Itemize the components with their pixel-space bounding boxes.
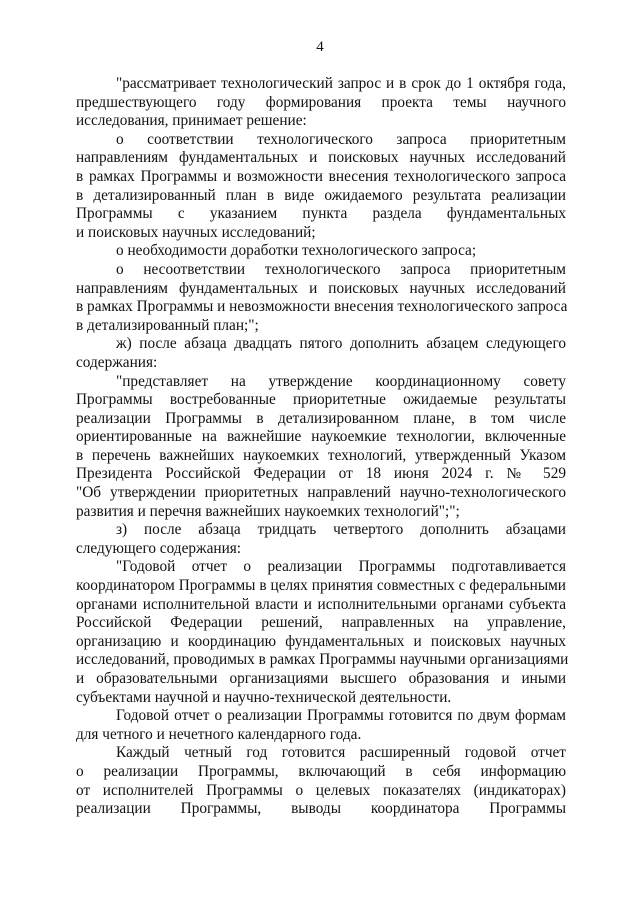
text-line: следующего содержания: bbox=[76, 539, 242, 557]
text-line: направлениям фундаментальных и поисковых научных исследований bbox=[76, 149, 566, 167]
text-line: Программы востребованные приоритетные ожидаемые результаты bbox=[76, 391, 566, 409]
text-line: содержания: bbox=[76, 353, 158, 371]
text-line: о несоответствии технологического запроса приоритетным bbox=[116, 260, 566, 278]
text-line: в рамках Программы и невозможности внесения технологического запроса bbox=[76, 298, 568, 316]
page-number: 4 bbox=[316, 39, 324, 55]
text-line: реализации Программы, выводы координатора Программы bbox=[76, 800, 566, 818]
text-line: о реализации Программы, включающий в себя информацию bbox=[76, 762, 566, 780]
text-line: для четного и нечетного календарного года. bbox=[76, 725, 362, 743]
text-line: развития и перечня важнейших наукоемких технологий";"; bbox=[76, 502, 460, 520]
paragraph bbox=[76, 707, 566, 744]
text-line: "Годовой отчет о реализации Программы подготавливается bbox=[116, 558, 566, 576]
text-line: реализации Программы в детализированном плане, в том числе bbox=[76, 409, 566, 427]
text-line: исследования, принимает решение: bbox=[76, 112, 307, 130]
text-line: о необходимости доработки технологического запроса; bbox=[116, 242, 477, 260]
text-line: "представляет на утверждение координационному совету bbox=[116, 372, 566, 390]
text-line: в перечень важнейших наукоемких технологий, утвержденный Указом bbox=[76, 446, 566, 464]
text-line: координатором Программы в целях принятия совместных с федеральными bbox=[76, 577, 566, 595]
text-line: и поисковых научных исследований; bbox=[76, 223, 316, 241]
text-line: в детализированный план в виде ожидаемого результата реализации bbox=[76, 186, 566, 204]
text-line: Программы с указанием пункта раздела фундаментальных bbox=[76, 205, 566, 223]
text-line: органами исполнительной власти и исполнительными органами субъекта bbox=[76, 595, 566, 613]
text-line: ориентированные на важнейшие наукоемкие технологии, включенные bbox=[76, 428, 566, 446]
text-line: Российской Федерации решений, направленных на управление, bbox=[76, 614, 566, 632]
text-line: в детализированный план;"; bbox=[76, 316, 259, 334]
text-line: "Об утверждении приоритетных направлений научно-технологического bbox=[76, 484, 566, 502]
paragraph bbox=[76, 261, 566, 335]
paragraph bbox=[76, 242, 566, 261]
text-line: организацию и координацию фундаментальных и поисковых научных bbox=[76, 632, 566, 650]
text-line: исследований, проводимых в рамках Программы научными организациями bbox=[76, 651, 569, 669]
text-line: Годовой отчет о реализации Программы готовится по двум формам bbox=[116, 707, 566, 725]
text-line: з) после абзаца тридцать четвертого дополнить абзацами bbox=[116, 521, 566, 539]
text-line: Каждый четный год готовится расширенный годовой отчет bbox=[116, 744, 566, 762]
paragraph bbox=[76, 131, 566, 243]
paragraph bbox=[76, 558, 569, 707]
text-line: ж) после абзаца двадцать пятого дополнить абзацем следующего bbox=[116, 335, 566, 353]
document-body bbox=[76, 75, 569, 819]
paragraph bbox=[76, 75, 566, 131]
text-line: направлениям фундаментальных и поисковых научных исследований bbox=[76, 279, 566, 297]
paragraph bbox=[76, 373, 566, 522]
text-line: предшествующего году формирования проекта темы научного bbox=[76, 93, 566, 111]
text-line: "рассматривает технологический запрос и в срок до 1 октября года, bbox=[116, 75, 566, 92]
text-line: субъектами научной и научно-технической деятельности. bbox=[76, 688, 452, 706]
paragraph bbox=[76, 521, 566, 558]
paragraph bbox=[76, 744, 566, 818]
text-line: и образовательными организациями высшего образования и иными bbox=[76, 670, 566, 687]
text-line: в рамках Программы и возможности внесения технологического запроса bbox=[76, 167, 566, 185]
text-line: Президента Российской Федерации от 18 июня 2024 г. № 529 bbox=[76, 465, 566, 483]
text-line: о соответствии технологического запроса приоритетным bbox=[116, 130, 566, 148]
text-line: от исполнителей Программы о целевых показателях (индикаторах) bbox=[76, 781, 566, 799]
paragraph bbox=[76, 335, 566, 372]
